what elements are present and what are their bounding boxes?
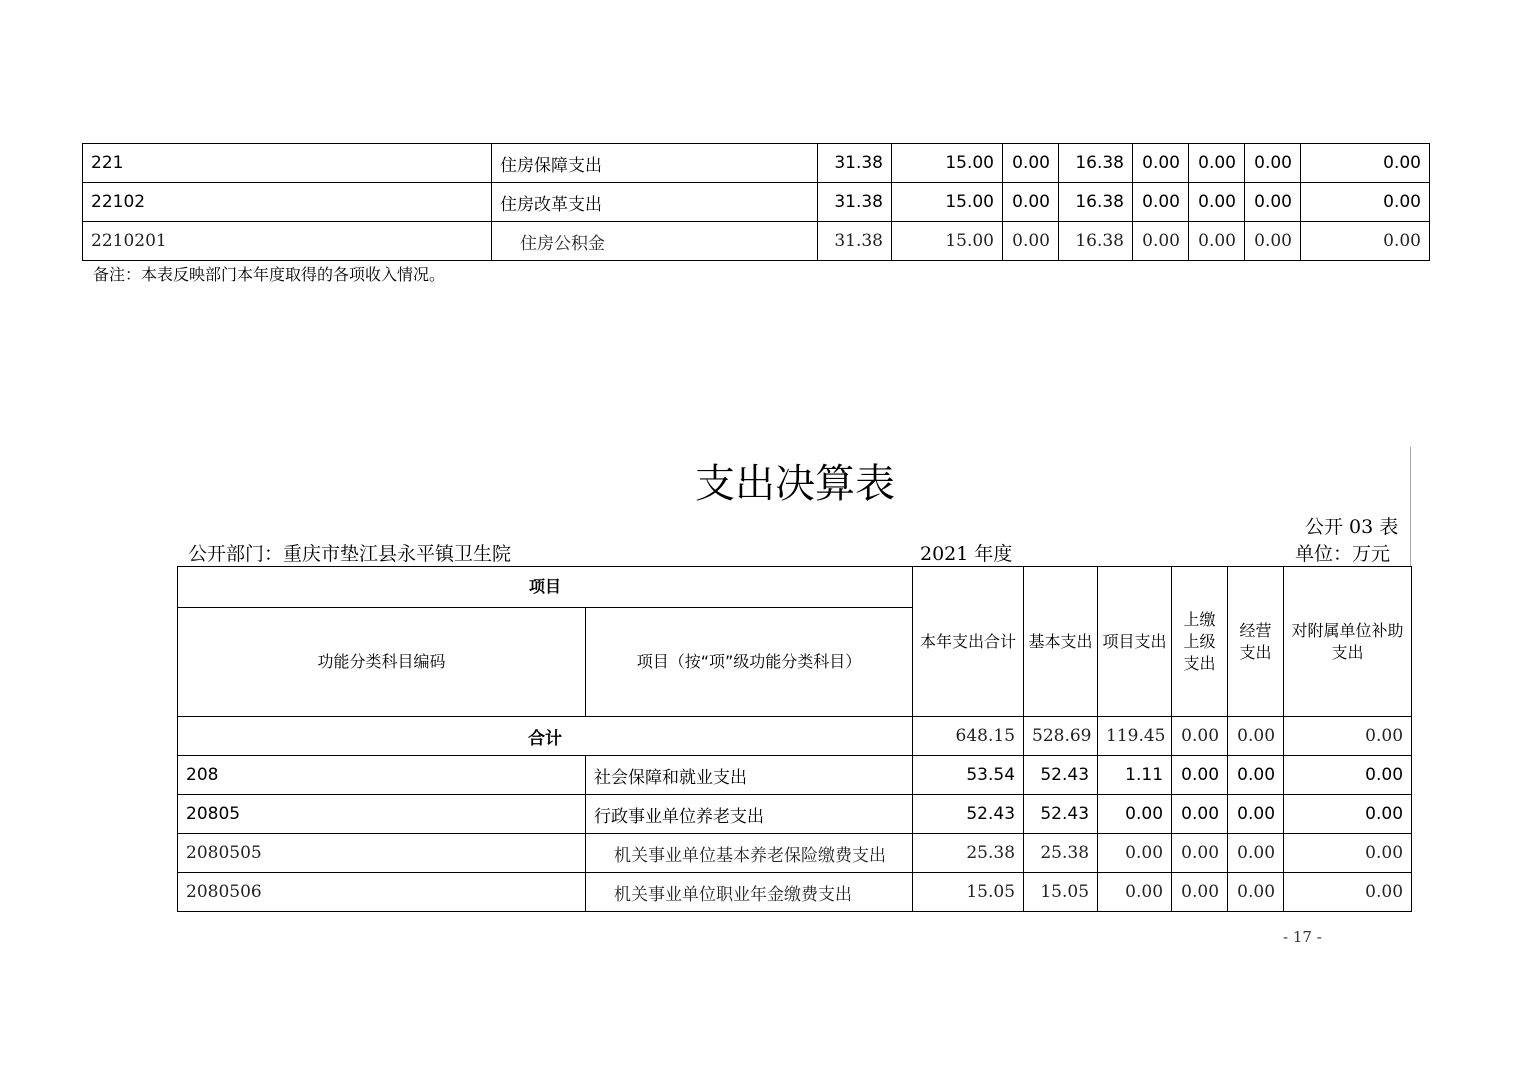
code-cell: 221 (83, 144, 492, 183)
value-cell: 16.38 (1059, 222, 1133, 261)
value-cell: 15.00 (892, 222, 1003, 261)
value-cell: 0.00 (1228, 795, 1284, 834)
value-cell: 0.00 (1133, 222, 1189, 261)
value-cell: 0.00 (1133, 183, 1189, 222)
name-cell: 行政事业单位养老支出 (586, 795, 913, 834)
value-cell: 0.00 (1003, 183, 1059, 222)
value-cell: 0.00 (1189, 144, 1245, 183)
name-cell: 住房保障支出 (492, 144, 818, 183)
value-cell: 0.00 (1228, 873, 1284, 912)
table-row (178, 795, 1412, 834)
value-cell: 0.00 (1172, 873, 1228, 912)
value-cell: 0.00 (1189, 222, 1245, 261)
value-cell: 15.05 (913, 873, 1024, 912)
value-cell: 0.00 (1133, 144, 1189, 183)
value-cell: 0.00 (1301, 222, 1430, 261)
header-project: 项目 (178, 567, 913, 608)
year-label: 2021 年度 (920, 543, 1013, 565)
table-row (83, 222, 1430, 261)
name-cell: 住房改革支出 (492, 183, 818, 222)
value-cell: 0.00 (1228, 834, 1284, 873)
table-row (178, 873, 1412, 912)
value-cell: 52.43 (1024, 795, 1098, 834)
value-cell: 0.00 (1172, 834, 1228, 873)
expenditure-table (177, 566, 1412, 912)
value-cell: 0.00 (1098, 834, 1172, 873)
name-cell: 住房公积金 (492, 222, 818, 261)
value-cell: 0.00 (1098, 795, 1172, 834)
value-cell: 0.00 (1284, 873, 1412, 912)
value-cell: 0.00 (1284, 717, 1412, 756)
header-row (178, 567, 1412, 608)
header-name: 项目（按“项”级功能分类科目） (586, 608, 913, 717)
value-cell: 16.38 (1059, 144, 1133, 183)
name-cell: 机关事业单位职业年金缴费支出 (586, 873, 913, 912)
code-cell: 22102 (83, 183, 492, 222)
value-cell: 0.00 (1284, 834, 1412, 873)
value-cell: 25.38 (913, 834, 1024, 873)
value-cell: 31.38 (818, 222, 892, 261)
code-cell: 208 (178, 756, 586, 795)
header-business: 经营支出 (1228, 567, 1284, 717)
value-cell: 15.00 (892, 144, 1003, 183)
code-cell: 2080505 (178, 834, 586, 873)
table-row (178, 834, 1412, 873)
unit-label: 单位：万元 (1295, 543, 1391, 565)
value-cell: 15.00 (892, 183, 1003, 222)
total-label: 合计 (178, 717, 913, 756)
income-table-continuation (82, 143, 1430, 261)
value-cell: 119.45 (1098, 717, 1172, 756)
value-cell: 52.43 (1024, 756, 1098, 795)
name-cell: 社会保障和就业支出 (586, 756, 913, 795)
header-upper: 上缴上级支出 (1172, 567, 1228, 717)
table-row (178, 756, 1412, 795)
total-row (178, 717, 1412, 756)
value-cell: 25.38 (1024, 834, 1098, 873)
value-cell: 0.00 (1284, 795, 1412, 834)
header-total: 本年支出合计 (913, 567, 1024, 717)
department-label: 公开部门：重庆市垫江县永平镇卫生院 (188, 543, 512, 565)
value-cell: 0.00 (1228, 717, 1284, 756)
value-cell: 16.38 (1059, 183, 1133, 222)
value-cell: 0.00 (1284, 756, 1412, 795)
value-cell: 0.00 (1245, 144, 1301, 183)
value-cell: 15.05 (1024, 873, 1098, 912)
page-title: 支出决算表 (695, 461, 895, 507)
value-cell: 0.00 (1301, 144, 1430, 183)
header-subsidy: 对附属单位补助支出 (1284, 567, 1412, 717)
value-cell: 0.00 (1301, 183, 1430, 222)
value-cell: 0.00 (1003, 222, 1059, 261)
table-row (83, 144, 1430, 183)
value-cell: 0.00 (1245, 222, 1301, 261)
value-cell: 0.00 (1098, 873, 1172, 912)
value-cell: 31.38 (818, 183, 892, 222)
value-cell: 0.00 (1172, 756, 1228, 795)
page-number: - 17 - (1283, 928, 1322, 946)
value-cell: 0.00 (1172, 795, 1228, 834)
value-cell: 31.38 (818, 144, 892, 183)
value-cell: 0.00 (1003, 144, 1059, 183)
value-cell: 52.43 (913, 795, 1024, 834)
code-cell: 2080506 (178, 873, 586, 912)
header-code: 功能分类科目编码 (178, 608, 586, 717)
value-cell: 528.69 (1024, 717, 1098, 756)
value-cell: 1.11 (1098, 756, 1172, 795)
value-cell: 0.00 (1228, 756, 1284, 795)
value-cell: 0.00 (1189, 183, 1245, 222)
code-cell: 2210201 (83, 222, 492, 261)
header-basic: 基本支出 (1024, 567, 1098, 717)
value-cell: 648.15 (913, 717, 1024, 756)
table-note: 备注：本表反映部门本年度取得的各项收入情况。 (93, 265, 446, 284)
value-cell: 53.54 (913, 756, 1024, 795)
value-cell: 0.00 (1245, 183, 1301, 222)
value-cell: 0.00 (1172, 717, 1228, 756)
header-project-exp: 项目支出 (1098, 567, 1172, 717)
name-cell: 机关事业单位基本养老保险缴费支出 (586, 834, 913, 873)
table-row (83, 183, 1430, 222)
form-number: 公开 03 表 (1305, 516, 1399, 538)
code-cell: 20805 (178, 795, 586, 834)
